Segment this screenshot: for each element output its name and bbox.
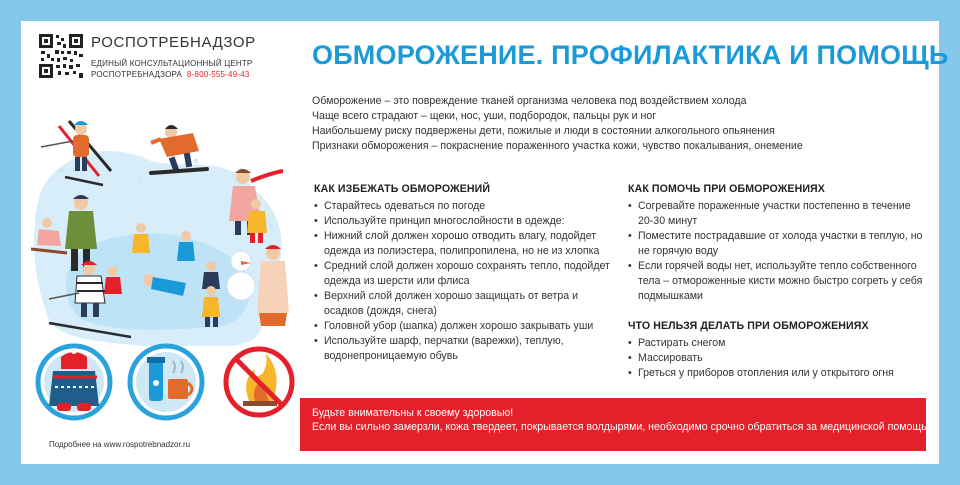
prevent-item: • Средний слой должен хорошо сохранять тепло, подойдет одежда из шерсти или флиса	[314, 259, 614, 289]
org-name: РОСПОТРЕБНАДЗОР	[91, 34, 256, 51]
warning-banner	[300, 398, 938, 451]
warm-clothes-icon	[38, 346, 110, 418]
dont-item: • Греться у приборов отопления или у открытого огня	[628, 366, 928, 381]
winter-illustration	[21, 21, 301, 431]
org-line1: ЕДИНЫЙ КОНСУЛЬТАЦИОННЫЙ ЦЕНТР	[91, 59, 253, 68]
intro-line-3: Наибольшему риску подвержены дети, пожилые и люди в состоянии алкогольного опьянения	[312, 125, 775, 137]
prevent-item: • Старайтесь одеваться по погоде	[314, 199, 614, 214]
prevent-item: • Используйте принцип многослойности в одежде:	[314, 214, 614, 229]
hotline-phone: 8-800-555-49-43	[186, 70, 250, 79]
hot-drink-icon	[130, 346, 202, 418]
no-fire-icon	[226, 349, 292, 415]
intro-text	[312, 94, 803, 154]
poster	[21, 21, 949, 464]
intro-line-4: Признаки обморожения – покраснение пораженного участка кожи, чувство покалывания, онемение	[312, 140, 803, 152]
snowman-icon	[227, 251, 255, 300]
page-title: ОБМОРОЖЕНИЕ. ПРОФИЛАКТИКА И ПОМОЩЬ	[312, 40, 949, 70]
intro-line-1: Обморожение – это повреждение тканей организма человека под воздействием холода	[312, 95, 747, 107]
dont-title: ЧТО НЕЛЬЗЯ ДЕЛАТЬ ПРИ ОБМОРОЖЕНИЯХ	[628, 320, 869, 332]
org-line2: РОСПОТРЕБНАДЗОРА	[91, 70, 183, 79]
help-title: КАК ПОМОЧЬ ПРИ ОБМОРОЖЕНИЯХ	[628, 183, 825, 195]
help-item: • Если горячей воды нет, используйте тепло собственного тела – отмороженные кисти можно быстро согреть у себя подмышками	[628, 259, 928, 304]
prevent-item: • Используйте шарф, перчатки (варежки), теплую, водонепроницаемую обувь	[314, 334, 614, 364]
dont-item: • Массировать	[628, 351, 928, 366]
prevent-section	[314, 182, 614, 364]
warning-line-2: Если вы сильно замерзли, кожа твердеет, покрывается волдырями, необходимо срочно обратиться за медицинской помощью!	[312, 421, 938, 433]
prevent-item: • Головной убор (шапка) должен хорошо закрывать уши	[314, 319, 614, 334]
intro-line-2: Чаще всего страдают – щеки, нос, уши, подбородок, пальцы рук и ног	[312, 110, 657, 122]
prevent-title: КАК ИЗБЕЖАТЬ ОБМОРОЖЕНИЙ	[314, 183, 491, 195]
help-item: • Поместите пострадавшие от холода участки в теплую, но не горячую воду	[628, 229, 928, 259]
dont-section	[628, 319, 928, 381]
more-info-link[interactable]: Подробнее на www.rospotrebnadzor.ru	[49, 440, 191, 449]
prevent-item: • Нижний слой должен хорошо отводить влагу, подойдет одежда из полиэстера, полипропилена, но не из хлопка	[314, 229, 614, 259]
warning-line-1: Будьте внимательны к своему здоровью!	[312, 407, 514, 419]
prevent-item: • Верхний слой должен хорошо защищать от ветра и осадков (дождя, снега)	[314, 289, 614, 319]
help-item: • Согревайте пораженные участки постепенно в течение 20-30 минут	[628, 199, 928, 229]
help-section	[628, 182, 928, 304]
dont-item: • Растирать снегом	[628, 336, 928, 351]
